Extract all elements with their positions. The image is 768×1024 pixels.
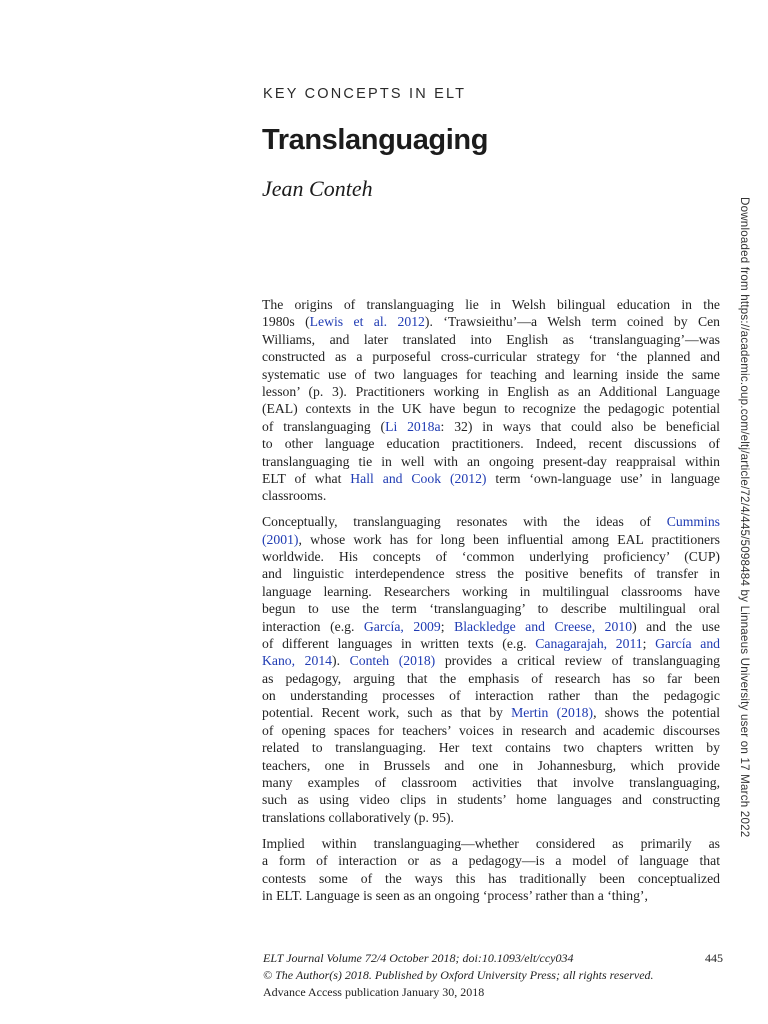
text-segment: of translanguaging ( (262, 418, 386, 434)
text-line (262, 383, 720, 400)
text-segment: on understanding processes of interaction rather than the pedagogic (262, 688, 720, 704)
body-paragraph (262, 835, 720, 905)
text-line (262, 583, 720, 600)
series-heading: KEY CONCEPTS IN ELT (263, 86, 467, 102)
article-author: Jean Conteh (262, 176, 373, 201)
text-segment: 1980s ( (262, 314, 310, 330)
text-segment: translations collaboratively (p. 95). (262, 809, 454, 825)
text-line (262, 618, 720, 635)
text-line (262, 852, 720, 869)
text-line (262, 453, 720, 470)
text-line (262, 400, 720, 417)
text-line (262, 600, 720, 617)
article-title: Translanguaging (262, 124, 489, 156)
text-segment: lesson’ (p. 3). Practitioners working in English as an Additional Language (262, 383, 720, 399)
text-segment: and linguistic interdependence stress the positive benefits of transfer in (262, 566, 720, 582)
text-line (262, 739, 720, 756)
text-segment: Implied within translanguaging—whether considered as primarily as (262, 835, 720, 851)
text-segment: constructed as a purposeful cross-curricular strategy for ‘the planned and (262, 349, 720, 365)
text-segment: of different languages in written texts (e.g. (262, 635, 536, 651)
text-segment: worldwide. His concepts of ‘common underlying proficiency’ (CUP) (262, 548, 720, 564)
text-segment: , shows the potential (593, 705, 720, 721)
citation-link[interactable]: Li 2018a (385, 418, 441, 434)
text-line (262, 687, 720, 704)
text-line (262, 418, 720, 435)
page-footer (263, 950, 723, 1001)
text-line (262, 565, 720, 582)
text-segment: potential. Recent work, such as that by (262, 705, 512, 721)
text-line (262, 487, 720, 504)
text-segment: many examples of classroom activities that involve translanguaging, (262, 775, 720, 791)
text-line (262, 548, 720, 565)
citation-link[interactable]: García, 2009 (363, 618, 441, 634)
citation-link[interactable]: Mertin (2018) (511, 705, 594, 721)
text-line (262, 722, 720, 739)
text-segment: related to translanguaging. Her text contains two chapters written by (262, 740, 720, 756)
text-segment: , whose work has for long been influential among EAL practitioners (298, 531, 720, 547)
text-line (262, 470, 720, 487)
page-number: 445 (705, 951, 723, 965)
text-segment: ELT of what (262, 470, 351, 486)
citation-link[interactable]: Blackledge and Creese, 2010 (454, 618, 633, 634)
article-body (262, 296, 720, 904)
text-segment: term ‘own-language use’ in language (486, 470, 720, 486)
text-segment: in ELT. Language is seen as an ongoing ‘process’ rather than a ‘thing’, (262, 887, 648, 903)
text-line (262, 513, 720, 530)
text-segment: translanguaging tie in well with an ongoing present-day reappraisal within (262, 453, 720, 469)
text-line (262, 313, 720, 330)
body-paragraph (262, 296, 720, 505)
text-line (262, 531, 720, 548)
text-line (262, 757, 720, 774)
citation-link[interactable]: Canagarajah, 2011 (535, 635, 643, 651)
text-segment: ; (642, 635, 656, 651)
text-line (262, 348, 720, 365)
body-paragraph (262, 513, 720, 826)
citation-link[interactable]: Lewis et al. 2012 (309, 314, 425, 330)
text-line (262, 331, 720, 348)
text-segment: interaction (e.g. (262, 618, 364, 634)
text-segment: contests some of the ways this has traditionally been conceptualized (262, 870, 720, 886)
text-line (262, 704, 720, 721)
text-line (262, 652, 720, 669)
text-segment: systematic use of two languages for teaching and learning inside the same (262, 366, 720, 382)
text-segment: ) and the use (632, 618, 720, 634)
text-segment: of opening spaces for teachers’ voices in research and academic discourses (262, 722, 720, 738)
text-line (262, 791, 720, 808)
text-segment: a form of interaction or as a pedagogy—is a model of language that (262, 853, 720, 869)
text-segment: ). ‘Trawsieithu’—a Welsh term coined by Cen (424, 314, 720, 330)
text-segment: such as using video clips in students’ home languages and constructing (262, 792, 720, 808)
text-segment: The origins of translanguaging lie in Welsh bilingual education in the (262, 297, 720, 312)
citation-link[interactable]: Conteh (2018) (349, 653, 436, 669)
text-segment: provides a critical review of translanguaging (435, 653, 721, 669)
citation-link[interactable]: Cummins (666, 514, 720, 530)
text-segment: Williams, and later translated into English as ‘translanguaging’—was (262, 331, 720, 347)
text-segment: ; (440, 618, 455, 634)
text-segment: as pedagogy, arguing that the emphasis of research has so far been (262, 670, 720, 686)
citation-link[interactable]: (2001) (262, 531, 299, 547)
citation-link[interactable]: García and (655, 635, 721, 651)
text-segment: teachers, one in Brussels and one in Johannesburg, which provide (262, 757, 720, 773)
text-line (262, 366, 720, 383)
text-segment: begun to use the term ‘translanguaging’ to describe multilingual oral (262, 601, 720, 617)
text-line (262, 774, 720, 791)
download-watermark (733, 197, 753, 838)
advance-access-note: Advance Access publication January 30, 2018 (263, 985, 485, 999)
journal-citation: ELT Journal Volume 72/4 October 2018; doi:10.1093/elt/ccy034 (263, 951, 574, 965)
text-line (262, 435, 720, 452)
text-line (262, 635, 720, 652)
citation-link[interactable]: Hall and Cook (2012) (350, 470, 487, 486)
text-line (262, 296, 720, 313)
text-segment: (EAL) contexts in the UK have begun to recognize the pedagogic potential (262, 401, 720, 417)
text-line (262, 670, 720, 687)
download-watermark-text: Downloaded from https://academic.oup.com/eltj/article/72/4/445/5098484 by Linnaeus University user on 17 March 2022 (738, 197, 751, 838)
text-segment: Conceptually, translanguaging resonates with the ideas of (262, 514, 667, 530)
text-line (262, 870, 720, 887)
text-segment: ). (332, 653, 350, 669)
text-segment: language learning. Researchers working in multilingual classrooms have (262, 583, 720, 599)
text-line (262, 809, 720, 826)
text-segment: classrooms. (262, 488, 327, 504)
text-line (262, 887, 720, 904)
text-line (262, 835, 720, 852)
copyright-notice: © The Author(s) 2018. Published by Oxford University Press; all rights reserved. (263, 968, 654, 982)
text-segment: : 32) in ways that could also be beneficial (440, 418, 720, 434)
text-segment: to other language education practitioners. Indeed, recent discussions of (262, 436, 720, 452)
citation-link[interactable]: Kano, 2014 (262, 653, 333, 669)
